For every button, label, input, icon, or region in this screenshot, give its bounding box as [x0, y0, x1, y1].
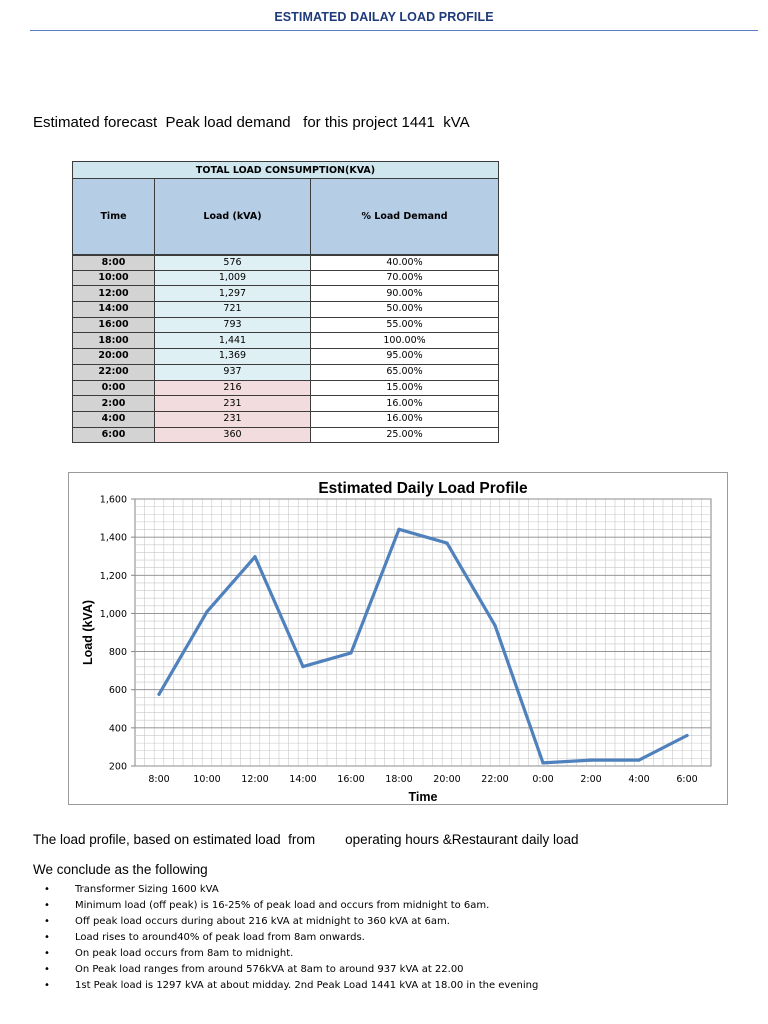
- table-caption: TOTAL LOAD CONSUMPTION(KVA): [73, 162, 499, 179]
- chart-title: Estimated Daily Load Profile: [318, 480, 528, 497]
- table-row: [73, 333, 499, 349]
- cell-time: 2:00: [73, 396, 155, 412]
- conclusion-text: Minimum load (off peak) is 16-25% of peak load and occurs from midnight to 6am.: [75, 900, 490, 911]
- cell-time: 12:00: [73, 286, 155, 302]
- conclusion-list: [44, 882, 744, 994]
- data-point: [541, 761, 544, 764]
- y-tick-label: 1,400: [99, 532, 127, 544]
- x-axis-label: Time: [408, 790, 438, 804]
- x-tick-label: 18:00: [385, 774, 413, 785]
- cell-time: 0:00: [73, 380, 155, 396]
- cell-time: 16:00: [73, 317, 155, 333]
- bullet-icon: •: [44, 916, 50, 927]
- bullet-icon: •: [44, 884, 50, 895]
- data-point: [589, 758, 592, 761]
- conclusion-text: 1st Peak load is 1297 kVA at about midday. 2nd Peak Load 1441 kVA at 18.00 in the evening: [75, 980, 539, 991]
- x-tick-label: 2:00: [580, 774, 602, 785]
- y-axis-label: Load (kVA): [81, 599, 95, 666]
- cell-load: 1,441: [155, 333, 311, 349]
- cell-percent-demand: 100.00%: [311, 333, 499, 349]
- cell-load: 1,009: [155, 270, 311, 286]
- cell-load: 937: [155, 364, 311, 380]
- table-row: [73, 286, 499, 302]
- y-tick-label: 1,600: [99, 494, 127, 506]
- y-tick-label: 800: [108, 647, 127, 659]
- cell-time: 10:00: [73, 270, 155, 286]
- x-tick-label: 22:00: [481, 774, 509, 785]
- cell-time: 20:00: [73, 349, 155, 365]
- data-point: [685, 734, 688, 737]
- table-body: [73, 255, 499, 443]
- cell-percent-demand: 16.00%: [311, 411, 499, 427]
- x-tick-label: 12:00: [241, 774, 269, 785]
- conclusion-text: On peak load occurs from 8am to midnight.: [75, 948, 294, 959]
- y-tick-label: 1,200: [99, 570, 127, 582]
- load-profile-chart: [68, 472, 728, 805]
- bullet-icon: •: [44, 948, 50, 959]
- table-row: [73, 349, 499, 365]
- x-tick-label: 6:00: [676, 774, 698, 785]
- data-point: [637, 758, 640, 761]
- data-point: [157, 693, 160, 696]
- cell-percent-demand: 90.00%: [311, 286, 499, 302]
- conclusion-text: Load rises to around40% of peak load from 8am onwards.: [75, 932, 365, 943]
- conclusion-text: On Peak load ranges from around 576kVA at 8am to around 937 kVA at 22.00: [75, 964, 464, 975]
- bullet-icon: •: [44, 980, 50, 991]
- header-divider: [30, 30, 758, 31]
- cell-load: 216: [155, 380, 311, 396]
- cell-time: 4:00: [73, 411, 155, 427]
- data-point: [205, 610, 208, 613]
- conclusion-item: [44, 930, 744, 946]
- cell-load: 793: [155, 317, 311, 333]
- cell-load: 1,297: [155, 286, 311, 302]
- cell-time: 22:00: [73, 364, 155, 380]
- table-row: [73, 317, 499, 333]
- peak-demand-statement: Estimated forecast Peak load demand for this project 1441 kVA: [33, 114, 470, 131]
- conclusion-heading: We conclude as the following: [33, 862, 208, 877]
- bullet-icon: •: [44, 900, 50, 911]
- cell-time: 6:00: [73, 427, 155, 443]
- conclusion-text: Transformer Sizing 1600 kVA: [75, 884, 219, 895]
- document-title: ESTIMATED DAILAY LOAD PROFILE: [274, 10, 494, 24]
- table-row: [73, 427, 499, 443]
- cell-time: 8:00: [73, 255, 155, 271]
- y-tick-label: 400: [108, 723, 127, 735]
- table-row: [73, 380, 499, 396]
- cell-time: 18:00: [73, 333, 155, 349]
- conclusion-item: [44, 962, 744, 978]
- cell-percent-demand: 15.00%: [311, 380, 499, 396]
- conclusion-item: [44, 882, 744, 898]
- conclusion-item: [44, 898, 744, 914]
- cell-percent-demand: 40.00%: [311, 255, 499, 271]
- table-row: [73, 364, 499, 380]
- x-tick-label: 0:00: [532, 774, 554, 785]
- cell-percent-demand: 55.00%: [311, 317, 499, 333]
- cell-load: 231: [155, 396, 311, 412]
- cell-time: 14:00: [73, 302, 155, 318]
- cell-percent-demand: 50.00%: [311, 302, 499, 318]
- y-tick-label: 200: [108, 761, 127, 773]
- x-tick-label: 16:00: [337, 774, 365, 785]
- data-point: [253, 555, 256, 558]
- cell-percent-demand: 65.00%: [311, 364, 499, 380]
- data-point: [301, 665, 304, 668]
- cell-load: 360: [155, 427, 311, 443]
- chart-canvas: [69, 473, 729, 806]
- data-point: [445, 541, 448, 544]
- x-tick-label: 20:00: [433, 774, 461, 785]
- bullet-icon: •: [44, 932, 50, 943]
- table-row: [73, 255, 499, 271]
- conclusion-item: [44, 946, 744, 962]
- conclusion-item: [44, 914, 744, 930]
- x-tick-label: 10:00: [193, 774, 221, 785]
- column-header-time: Time: [73, 179, 155, 255]
- cell-percent-demand: 95.00%: [311, 349, 499, 365]
- x-tick-label: 8:00: [148, 774, 170, 785]
- conclusion-item: [44, 978, 744, 994]
- load-consumption-table: [72, 161, 499, 443]
- table-row: [73, 270, 499, 286]
- cell-percent-demand: 70.00%: [311, 270, 499, 286]
- cell-load: 576: [155, 255, 311, 271]
- table-row: [73, 411, 499, 427]
- cell-load: 721: [155, 302, 311, 318]
- x-tick-label: 14:00: [289, 774, 317, 785]
- bullet-icon: •: [44, 964, 50, 975]
- table-row: [73, 302, 499, 318]
- cell-percent-demand: 16.00%: [311, 396, 499, 412]
- cell-load: 231: [155, 411, 311, 427]
- data-point: [493, 624, 496, 627]
- data-point: [349, 651, 352, 654]
- column-header-load: Load (kVA): [155, 179, 311, 255]
- table-row: [73, 396, 499, 412]
- x-tick-label: 4:00: [628, 774, 650, 785]
- data-point: [397, 528, 400, 531]
- load-profile-description: The load profile, based on estimated load from operating hours &Restaurant daily load: [33, 832, 579, 847]
- cell-load: 1,369: [155, 349, 311, 365]
- column-header-percent-demand: % Load Demand: [311, 179, 499, 255]
- y-tick-label: 1,000: [99, 608, 127, 620]
- y-tick-label: 600: [108, 685, 127, 697]
- conclusion-text: Off peak load occurs during about 216 kVA at midnight to 360 kVA at 6am.: [75, 916, 450, 927]
- cell-percent-demand: 25.00%: [311, 427, 499, 443]
